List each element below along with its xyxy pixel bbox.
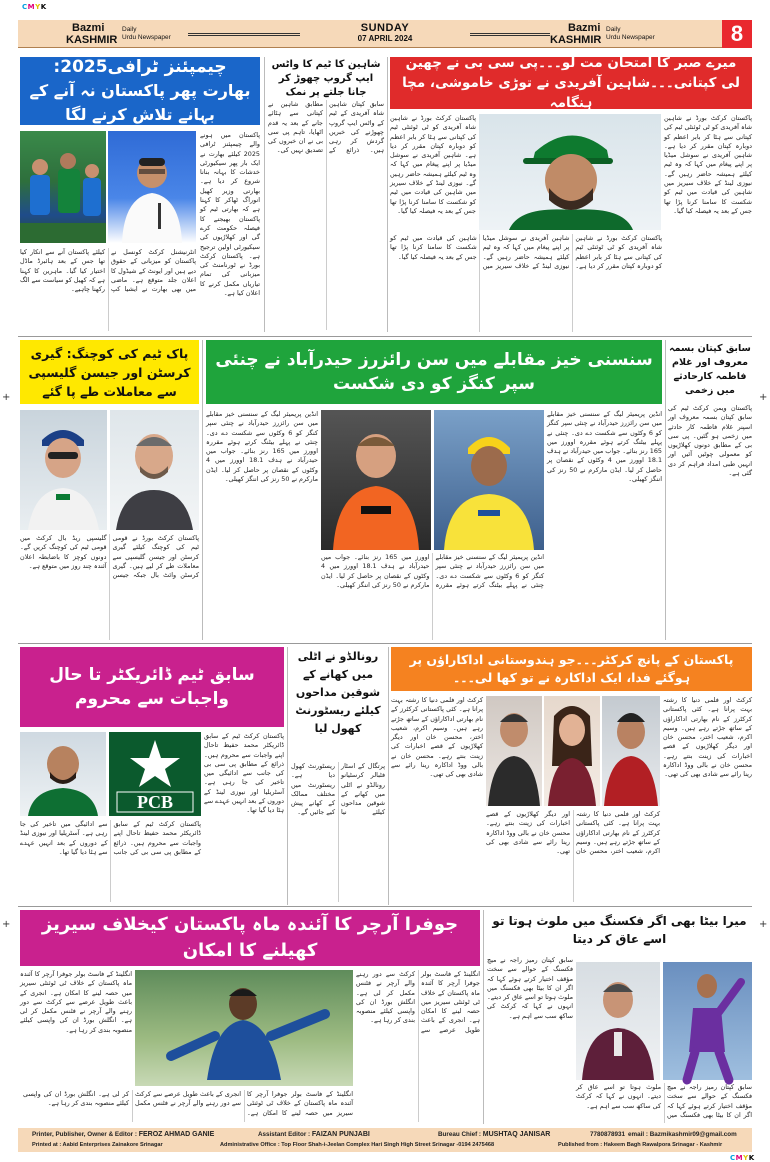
- logo-line1: Bazmi: [72, 22, 105, 34]
- five-cricketers-body-bottom: کرکٹ اور فلمی دنیا کا رشتہ بہت پرانا ہے۔ کئی پاکستانی کرکٹرز کے نام بھارتی اداکاراؤں کے ساتھ جڑتے رہے ہیں۔ وسیم اکرم، شعیب اختر، محسن خان اور دیگر کھلاڑیوں کے قصے اخبارات کی زینت بنتے رہے۔ محسن خان نے بالی ووڈ اداکارہ رینا رائے سے شادی بھی کی تھی۔: [486, 810, 660, 856]
- photo-anurag-thakur: [108, 131, 196, 243]
- shoaib-illustration: [602, 696, 660, 806]
- divider: [483, 910, 484, 1124]
- csk-player-illustration: [434, 410, 544, 550]
- match-fixing-body-bottom: سابق کپتان رمیز راجہ نے میچ فکسنگ کے حوالے سے سخت مؤقف اختیار کرتے ہوئے کہا کہ اگر ان کا بیٹا بھی فکسنگ میں ملوث ہوتا تو اسے عاق کر دیتے۔ انہوں نے کہا کہ کرکٹ کی ساکھ سب سے اہم ہے۔: [576, 1083, 752, 1119]
- divider: [665, 340, 666, 640]
- crop-mark-right: +: [759, 392, 768, 403]
- srh-csk-headline: سنسنی خیز مقابلے میں سن رائزرز حیدرآباد نے چنئی سپر کنگز کو دی شکست: [206, 340, 662, 404]
- srh-csk-body-bottom: انڈین پریمیئر لیگ کے سنسنی خیز مقابلے میں سن رائزرز حیدرآباد نے چنئی سپر کنگز کو 6 وکٹوں سے شکست دے دی۔ چنئی نے پہلے بیٹنگ کرتے ہوئے مقررہ اوورز میں 165 رنز بنائے۔ جواب میں حیدرآباد نے ہدف 18.1 اوورز میں 4 وکٹوں کے نقصان پر حاصل کر لیا۔ ایڈن مارکرم نے 50 رنز کی اننگز کھیلی۔: [321, 553, 544, 589]
- issue-day: SUNDAY: [360, 22, 410, 34]
- jofra-illustration: [135, 970, 353, 1086]
- issue-date: 07 APRIL 2024: [357, 34, 413, 43]
- photo-ramiz-raja: [576, 962, 660, 1080]
- footer-email: email : Bazmikashmir09@gmail.com: [628, 1131, 737, 1138]
- footer-assistant-editor: Assistant Editor : FAIZAN PUNJABI: [258, 1131, 370, 1138]
- section-divider: [18, 643, 752, 644]
- footer-phone: 7780878931: [590, 1131, 626, 1138]
- page-number: 8: [722, 20, 752, 48]
- five-cricketers-body-left: کرکٹ اور فلمی دنیا کا رشتہ بہت پرانا ہے۔ کئی پاکستانی کرکٹرز کے نام بھارتی اداکاراؤں کے ساتھ جڑتے رہے ہیں۔ وسیم اکرم، شعیب اختر، محسن خان اور دیگر کھلاڑیوں کے قصے اخبارات کی زینت بنتے رہے۔ محسن خان نے بالی ووڈ اداکارہ رینا رائے سے شادی بھی کی تھی۔: [391, 696, 483, 779]
- jofra-body-left: انگلینڈ کے فاسٹ بولر جوفرا آرچر کا آئندہ ماہ پاکستان کے خلاف ٹی ٹوئنٹی سیریز میں حصہ لینے کا امکان ہے۔ انجری کے باعث طویل عرصے سے کرکٹ سے دور رہنے والے آرچر نے فٹنس مکمل کر لی ہے۔ انگلش بورڈ ان کی واپسی کیلئے منصوبہ بندی کر رہا ہے۔: [20, 970, 132, 1034]
- cmyk-print-mark-top: CMYK: [22, 3, 47, 11]
- divider: [264, 57, 265, 332]
- shaheen-illustration: [479, 114, 661, 230]
- photo-bowler: [663, 962, 752, 1080]
- shaheen-body-right-col: پاکستان کرکٹ بورڈ نے شاہین شاہ آفریدی کو ٹی ٹوئنٹی ٹیم کی کپتانی سے ہٹا کر بابر اعظم کو دوبارہ کپتان مقرر کر دیا ہے۔ شاہین آفریدی نے سوشل میڈیا پر اپنے پیغام میں کہا کہ وہ ٹیم کیلئے ہمیشہ حاضر رہیں گے۔ نیوزی لینڈ کے خلاف سیریز میں شاہین کی قیادت میں ٹیم کو شکست کا سامنا کرنا پڑا تھا جس کے بعد یہ فیصلہ کیا گیا۔: [664, 114, 752, 215]
- photo-jofra-archer: [135, 970, 353, 1086]
- section-divider: [18, 336, 752, 337]
- crop-mark-left-lower: +: [2, 919, 11, 930]
- former-director-headline: سابق ٹیم ڈائریکٹر تا حال واجبات سے محروم: [20, 647, 284, 727]
- masthead-rule-right: [470, 33, 550, 36]
- coaches-body: پاکستان کرکٹ بورڈ نے قومی ٹیم کی کوچنگ کیلئے گیری کرسٹن اور جیسن گلیسپی سے معاملات طے کر لیے ہیں۔ گیری کرسٹن وائٹ بال جبکہ جیسن گلیسپی ریڈ بال کرکٹ میں قومی ٹیم کی کوچنگ کریں گے۔ دونوں کوچز کا باضابطہ اعلان آئندہ چند روز میں متوقع ہے۔: [20, 534, 199, 580]
- ronaldo-body: پرتگال کے اسٹار فٹبالر کرسٹیانو رونالڈو نے اٹلی میں کھانے کے شوقین مداحوں کیلئے نیا ریسٹورنٹ کھول دیا ہے۔ ریسٹورنٹ میں مختلف ممالک کے کھانے پیش کیے جائیں گے۔: [291, 762, 385, 817]
- jofra-body-right: انگلینڈ کے فاسٹ بولر جوفرا آرچر کا آئندہ ماہ پاکستان کے خلاف ٹی ٹوئنٹی سیریز میں حصہ لینے کا امکان ہے۔ انجری کے باعث طویل عرصے سے کرکٹ سے دور رہنے والے آرچر نے فٹنس مکمل کر لی ہے۔ انگلش بورڈ ان کی واپسی کیلئے منصوبہ بندی کر رہا ہے۔: [356, 970, 480, 1034]
- shaheen-captaincy-headline: میرے صبر کا امتحان مت لو۔۔۔پی سی بی نے چھین لی کپتانی۔۔۔شاہین آفریدی نے توڑی خاموشی، مچا ہنگامہ: [390, 57, 752, 109]
- champions-trophy-body-right: پاکستان میں ہونے والے چیمپئنز ٹرافی 2025 کیلئے بھارت نے ایک بار پھر سیکیورٹی خدشات کا بہانہ بنانا شروع کر دیا ہے۔ بھارتی وزیر کھیل انوراگ ٹھاکر کا کہنا ہے کہ بھارتی ٹیم کو پاکستان بھیجنے کا فیصلہ حکومت کرے گی اور کھلاڑیوں کی سیکیورٹی اولین ترجیح ہے۔ پاکستان کرکٹ بورڈ نے ٹورنامنٹ کی میزبانی کی تمام تیاریاں مکمل کرنے کا اعلان کیا ہے۔: [200, 131, 260, 298]
- srh-player-illustration: [321, 410, 431, 550]
- shaheen-whatsapp-body: سابق کپتان شاہین شاہ آفریدی کے ٹیم کے واٹس ایپ گروپ چھوڑنے کی خبریں گردش کر رہی ہیں۔ ذرائع کے مطابق شاہین نے کپتانی سے ہٹائے جانے کے بعد یہ قدم اٹھایا، تاہم پی سی بی نے ان خبروں کی تصدیق نہیں کی۔: [268, 100, 384, 155]
- champions-trophy-headline: [20, 57, 260, 125]
- cmyk-print-mark-bottom: CMYK: [730, 1154, 755, 1162]
- photo-shoaib-akhtar: [602, 696, 660, 806]
- footer-printer: Printer, Publisher, Owner & Editor : FEROZ AHMAD GANIE: [32, 1131, 215, 1138]
- shaheen-whatsapp-headline: شاہین کا ٹیم کا واٹس ایپ گروپ چھوڑ کر جانا جلتے پر نمک: [271, 59, 381, 98]
- imprint-footer: [18, 1128, 752, 1152]
- wasim-illustration: [486, 696, 542, 806]
- footer-printed-at: Printed at : Aabid Enterprises Zainakore Srinagar: [32, 1142, 163, 1148]
- former-captain-body: پاکستان ویمن کرکٹ ٹیم کی سابق کپتان بسمہ معروف اور اسپنر غلام فاطمہ کار حادثے میں زخمی ہو گئیں۔ پی سی بی کے مطابق دونوں کھلاڑیوں کو معمولی چوٹیں آئیں اور انہیں طبی امداد فراہم کر دی گئی ہے۔: [668, 404, 752, 478]
- masthead-logo-right: Bazmi KASHMIR Daily Urdu Newspaper: [550, 22, 655, 46]
- masthead: [18, 20, 752, 48]
- photo-actress: [544, 696, 600, 806]
- champions-trophy-headline-bottom: بھارت پھر پاکستان نہ آنے کے بہانے تلاش کرنے لگا: [29, 81, 251, 124]
- photo-pakistan-players: [20, 131, 106, 243]
- masthead-logo-left: [66, 22, 171, 46]
- srh-csk-body-right: انڈین پریمیئر لیگ کے سنسنی خیز مقابلے میں سن رائزرز حیدرآباد نے چنئی سپر کنگز کو 6 وکٹوں سے شکست دے دی۔ چنئی نے پہلے بیٹنگ کرتے ہوئے مقررہ اوورز میں 165 رنز بنائے۔ جواب میں حیدرآباد نے ہدف 18.1 اوورز میں 4 وکٹوں کے نقصان پر حاصل کر لیا۔ ایڈن مارکرم نے 50 رنز کی اننگز کھیلی۔: [547, 410, 663, 484]
- jofra-body-bottom: انگلینڈ کے فاسٹ بولر جوفرا آرچر کا آئندہ ماہ پاکستان کے خلاف ٹی ٹوئنٹی سیریز میں حصہ لینے کا امکان ہے۔ انجری کے باعث طویل عرصے سے کرکٹ سے دور رہنے والے آرچر نے فٹنس مکمل کر لی ہے۔ انگلش بورڈ ان کی واپسی کیلئے منصوبہ بندی کر رہا ہے۔: [23, 1090, 353, 1117]
- photo-gary-kirsten: [20, 410, 107, 530]
- hafeez-illustration: [20, 732, 106, 816]
- footer-office: Administrative Office : Top Floor Shah-i-Jeelan Complex Hari Singh High Street Srinagar -0194 2475468: [220, 1142, 495, 1148]
- masthead-date-block: [308, 22, 462, 43]
- kirsten-illustration: [20, 410, 107, 530]
- coaches-headline: پاک ٹیم کی کوچنگ: گیری کرسٹن اور جیسن گلیسپی سے معاملات طے پا گئے: [20, 340, 199, 404]
- crop-mark-left: +: [2, 392, 11, 403]
- photo-wasim-akram: [486, 696, 542, 806]
- jofra-archer-headline: جوفرا آرچر کا آئندہ ماہ پاکستان کیخلاف سیریز کھیلنے کا امکان: [20, 910, 480, 966]
- ronaldo-headline: رونالڈو نے اٹلی میں کھانے کے شوقین مداحوں کیلئے ریسٹورنٹ کھول لیا: [295, 650, 381, 735]
- shaheen-body-bottom: پاکستان کرکٹ بورڈ نے شاہین شاہ آفریدی کو ٹی ٹوئنٹی ٹیم کی کپتانی سے ہٹا کر بابر اعظم کو دوبارہ کپتان مقرر کر دیا ہے۔ شاہین آفریدی نے سوشل میڈیا پر اپنے پیغام میں کہا کہ وہ ٹیم کیلئے ہمیشہ حاضر رہیں گے۔ نیوزی لینڈ کے خلاف سیریز میں شاہین کی قیادت میں ٹیم کو شکست کا سامنا کرنا پڑا تھا جس کے بعد یہ فیصلہ کیا گیا۔: [390, 234, 662, 270]
- five-cricketers-headline: پاکستان کے پانچ کرکٹر۔۔۔جو ہندوستانی اداکاراؤں پر ہوگئے فدا، ایک اداکارہ نے تو کھا لی۔۔۔: [391, 647, 752, 691]
- section-divider: [18, 906, 752, 907]
- former-director-body-right: پاکستان کرکٹ ٹیم کے سابق ڈائریکٹر محمد حفیظ تاحال اپنے واجبات سے محروم ہیں۔ ذرائع کے مطابق پی سی بی کی جانب سے ادائیگی میں تاخیر کی جا رہی ہے۔ آسٹریلیا اور نیوزی لینڈ کے دوروں کے بعد انہیں عہدے سے ہٹا دیا گیا تھا۔: [204, 732, 284, 815]
- gillespie-illustration: [110, 410, 199, 530]
- divider: [202, 340, 203, 640]
- minister-illustration: [108, 131, 196, 243]
- footer-published-from: Published from : Hakeem Bagh Rawalpora Srinagar - Kashmir: [558, 1142, 723, 1148]
- footer-bureau-chief: Bureau Chief : MUSHTAQ JANISAR: [438, 1131, 551, 1138]
- photo-mohammad-hafeez: [20, 732, 106, 816]
- champions-trophy-body-bottom: انٹرنیشنل کرکٹ کونسل نے پاکستان کو میزبانی کے حقوق دیے ہیں اور ایونٹ کے شیڈول کا اعلان جلد متوقع ہے۔ ماضی میں بھی بھارت نے ایشیا کپ کیلئے پاکستان آنے سے انکار کیا تھا جس کے بعد ہائبرڈ ماڈل اختیار کیا گیا۔ ماہرین کا کہنا ہے کہ کھیل کو سیاست سے الگ رکھنا چاہیے۔: [20, 248, 196, 294]
- divider: [387, 57, 388, 332]
- photo-shaheen-afridi: [479, 114, 661, 230]
- photo-jason-gillespie: [110, 410, 199, 530]
- former-director-body-bottom: پاکستان کرکٹ ٹیم کے سابق ڈائریکٹر محمد حفیظ تاحال اپنے واجبات سے محروم ہیں۔ ذرائع کے مطابق پی سی بی کی جانب سے ادائیگی میں تاخیر کی جا رہی ہے۔ آسٹریلیا اور نیوزی لینڈ کے دوروں کے بعد انہیں عہدے سے ہٹا دیا گیا تھا۔: [20, 820, 201, 856]
- divider: [388, 647, 389, 905]
- bowler-illustration: [663, 962, 752, 1080]
- champions-trophy-headline-top: چیمپئنز ٹرافی2025:: [53, 57, 227, 77]
- crop-mark-right-lower: +: [759, 919, 768, 930]
- shaheen-body-left-col: پاکستان کرکٹ بورڈ نے شاہین شاہ آفریدی کو ٹی ٹوئنٹی ٹیم کی کپتانی سے ہٹا کر بابر اعظم کو دوبارہ کپتان مقرر کر دیا ہے۔ شاہین آفریدی نے سوشل میڈیا پر اپنے پیغام میں کہا کہ وہ ٹیم کیلئے ہمیشہ حاضر رہیں گے۔ نیوزی لینڈ کے خلاف سیریز میں شاہین کی قیادت میں ٹیم کو شکست کا سامنا کرنا پڑا تھا جس کے بعد یہ فیصلہ کیا گیا۔: [390, 114, 476, 215]
- actress-illustration: [544, 696, 600, 806]
- logo-line2: KASHMIR: [66, 34, 118, 46]
- players-illustration: [20, 131, 106, 243]
- ramiz-illustration: [576, 962, 660, 1080]
- match-fixing-headline: میرا بیٹا بھی اگر فکسنگ میں ملوث ہوتا تو اسے عاق کر دیتا: [492, 914, 747, 946]
- former-captain-headline: سابق کپتان بسمہ معروف اور غلام فاطمہ کارحادثے میں زخمی: [669, 343, 751, 396]
- pcb-logo-text: PCB: [137, 792, 173, 812]
- five-cricketers-body-right: کرکٹ اور فلمی دنیا کا رشتہ بہت پرانا ہے۔ کئی پاکستانی کرکٹرز کے نام بھارتی اداکاراؤں کے ساتھ جڑتے رہے ہیں۔ وسیم اکرم، شعیب اختر، محسن خان اور دیگر کھلاڑیوں کے قصے اخبارات کی زینت بنتے رہے۔ محسن خان نے بالی ووڈ اداکارہ رینا رائے سے شادی بھی کی تھی۔: [663, 696, 752, 779]
- photo-srh-player: [321, 410, 431, 550]
- divider: [287, 647, 288, 905]
- match-fixing-body-left: سابق کپتان رمیز راجہ نے میچ فکسنگ کے حوالے سے سخت مؤقف اختیار کرتے ہوئے کہا کہ اگر ان کا بیٹا بھی فکسنگ میں ملوث ہوتا تو اسے عاق کر دیتے۔ انہوں نے کہا کہ کرکٹ کی ساکھ سب سے اہم ہے۔: [487, 956, 573, 1020]
- logo-sub: Daily Urdu Newspaper: [122, 26, 171, 41]
- masthead-rule-left: [188, 33, 300, 36]
- srh-csk-body-left: انڈین پریمیئر لیگ کے سنسنی خیز مقابلے میں سن رائزرز حیدرآباد نے چنئی سپر کنگز کو 6 وکٹوں سے شکست دے دی۔ چنئی نے پہلے بیٹنگ کرتے ہوئے مقررہ اوورز میں 165 رنز بنائے۔ جواب میں حیدرآباد نے ہدف 18.1 اوورز میں 4 وکٹوں کے نقصان پر حاصل کر لیا۔ ایڈن مارکرم نے 50 رنز کی اننگز کھیلی۔: [206, 410, 318, 484]
- photo-csk-player: [434, 410, 544, 550]
- pcb-logo: [109, 732, 201, 816]
